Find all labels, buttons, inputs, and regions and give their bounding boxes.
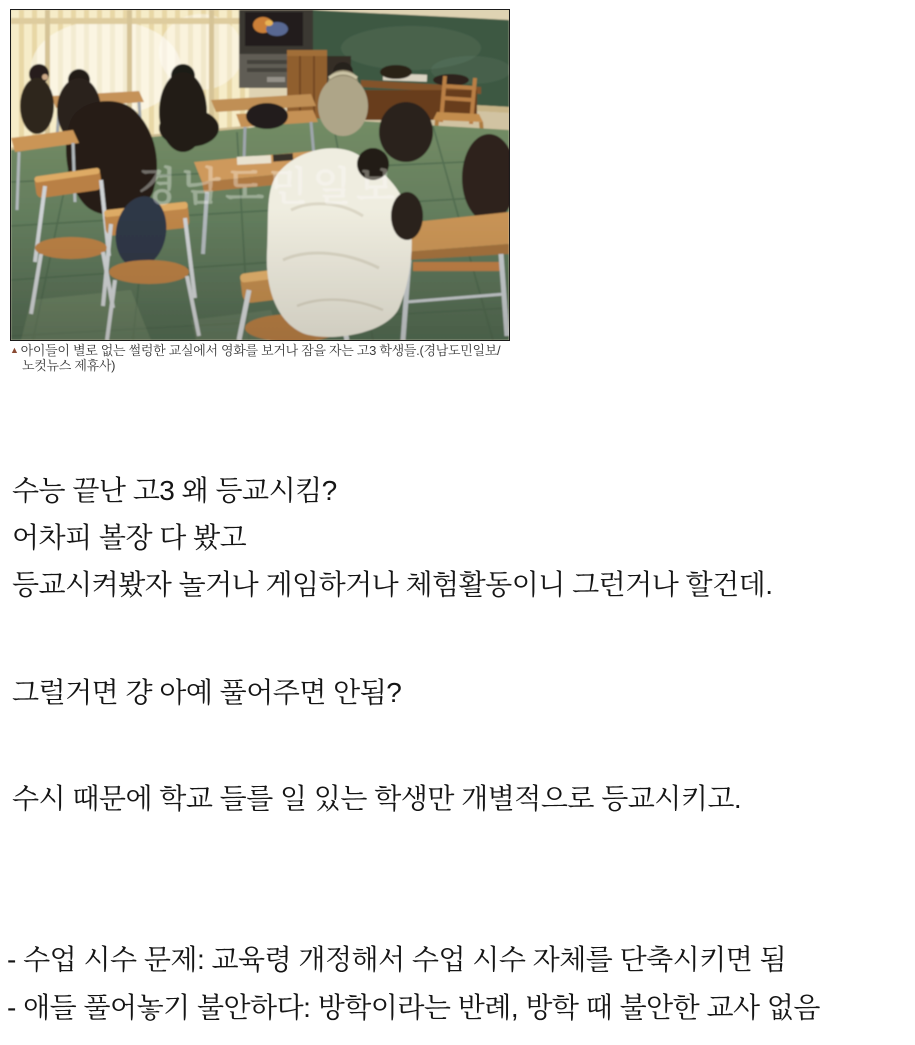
classroom-photo	[10, 9, 510, 341]
classroom-photo-scene	[11, 10, 509, 340]
post-line-5: 수시 때문에 학교 들를 일 있는 학생만 개별적으로 등교시키고.	[12, 783, 742, 814]
caption-triangle-icon: ▲	[10, 345, 19, 355]
post-line-2: 어차피 볼장 다 봤고	[12, 522, 247, 553]
post-line-7: - 애들 풀어놓기 불안하다: 방학이라는 반례, 방학 때 불안한 교사 없음	[7, 992, 820, 1023]
post-line-1: 수능 끝난 고3 왜 등교시킴?	[12, 475, 337, 506]
caption-line-1: 아이들이 별로 없는 썰렁한 교실에서 영화를 보거나 잠을 자는 고3 학생들.(경남도민일보/	[20, 343, 501, 358]
post-line-6: - 수업 시수 문제: 교육령 개정해서 수업 시수 자체를 단축시키면 됨	[7, 944, 787, 975]
post-line-4: 그럴거면 걍 아예 풀어주면 안됨?	[12, 677, 402, 708]
caption-line-2: 노컷뉴스 제휴사)	[22, 358, 116, 373]
post-line-3: 등교시켜봤자 놀거나 게임하거나 체험활동이니 그런거나 할건데.	[12, 569, 773, 600]
photo-caption	[10, 343, 570, 373]
